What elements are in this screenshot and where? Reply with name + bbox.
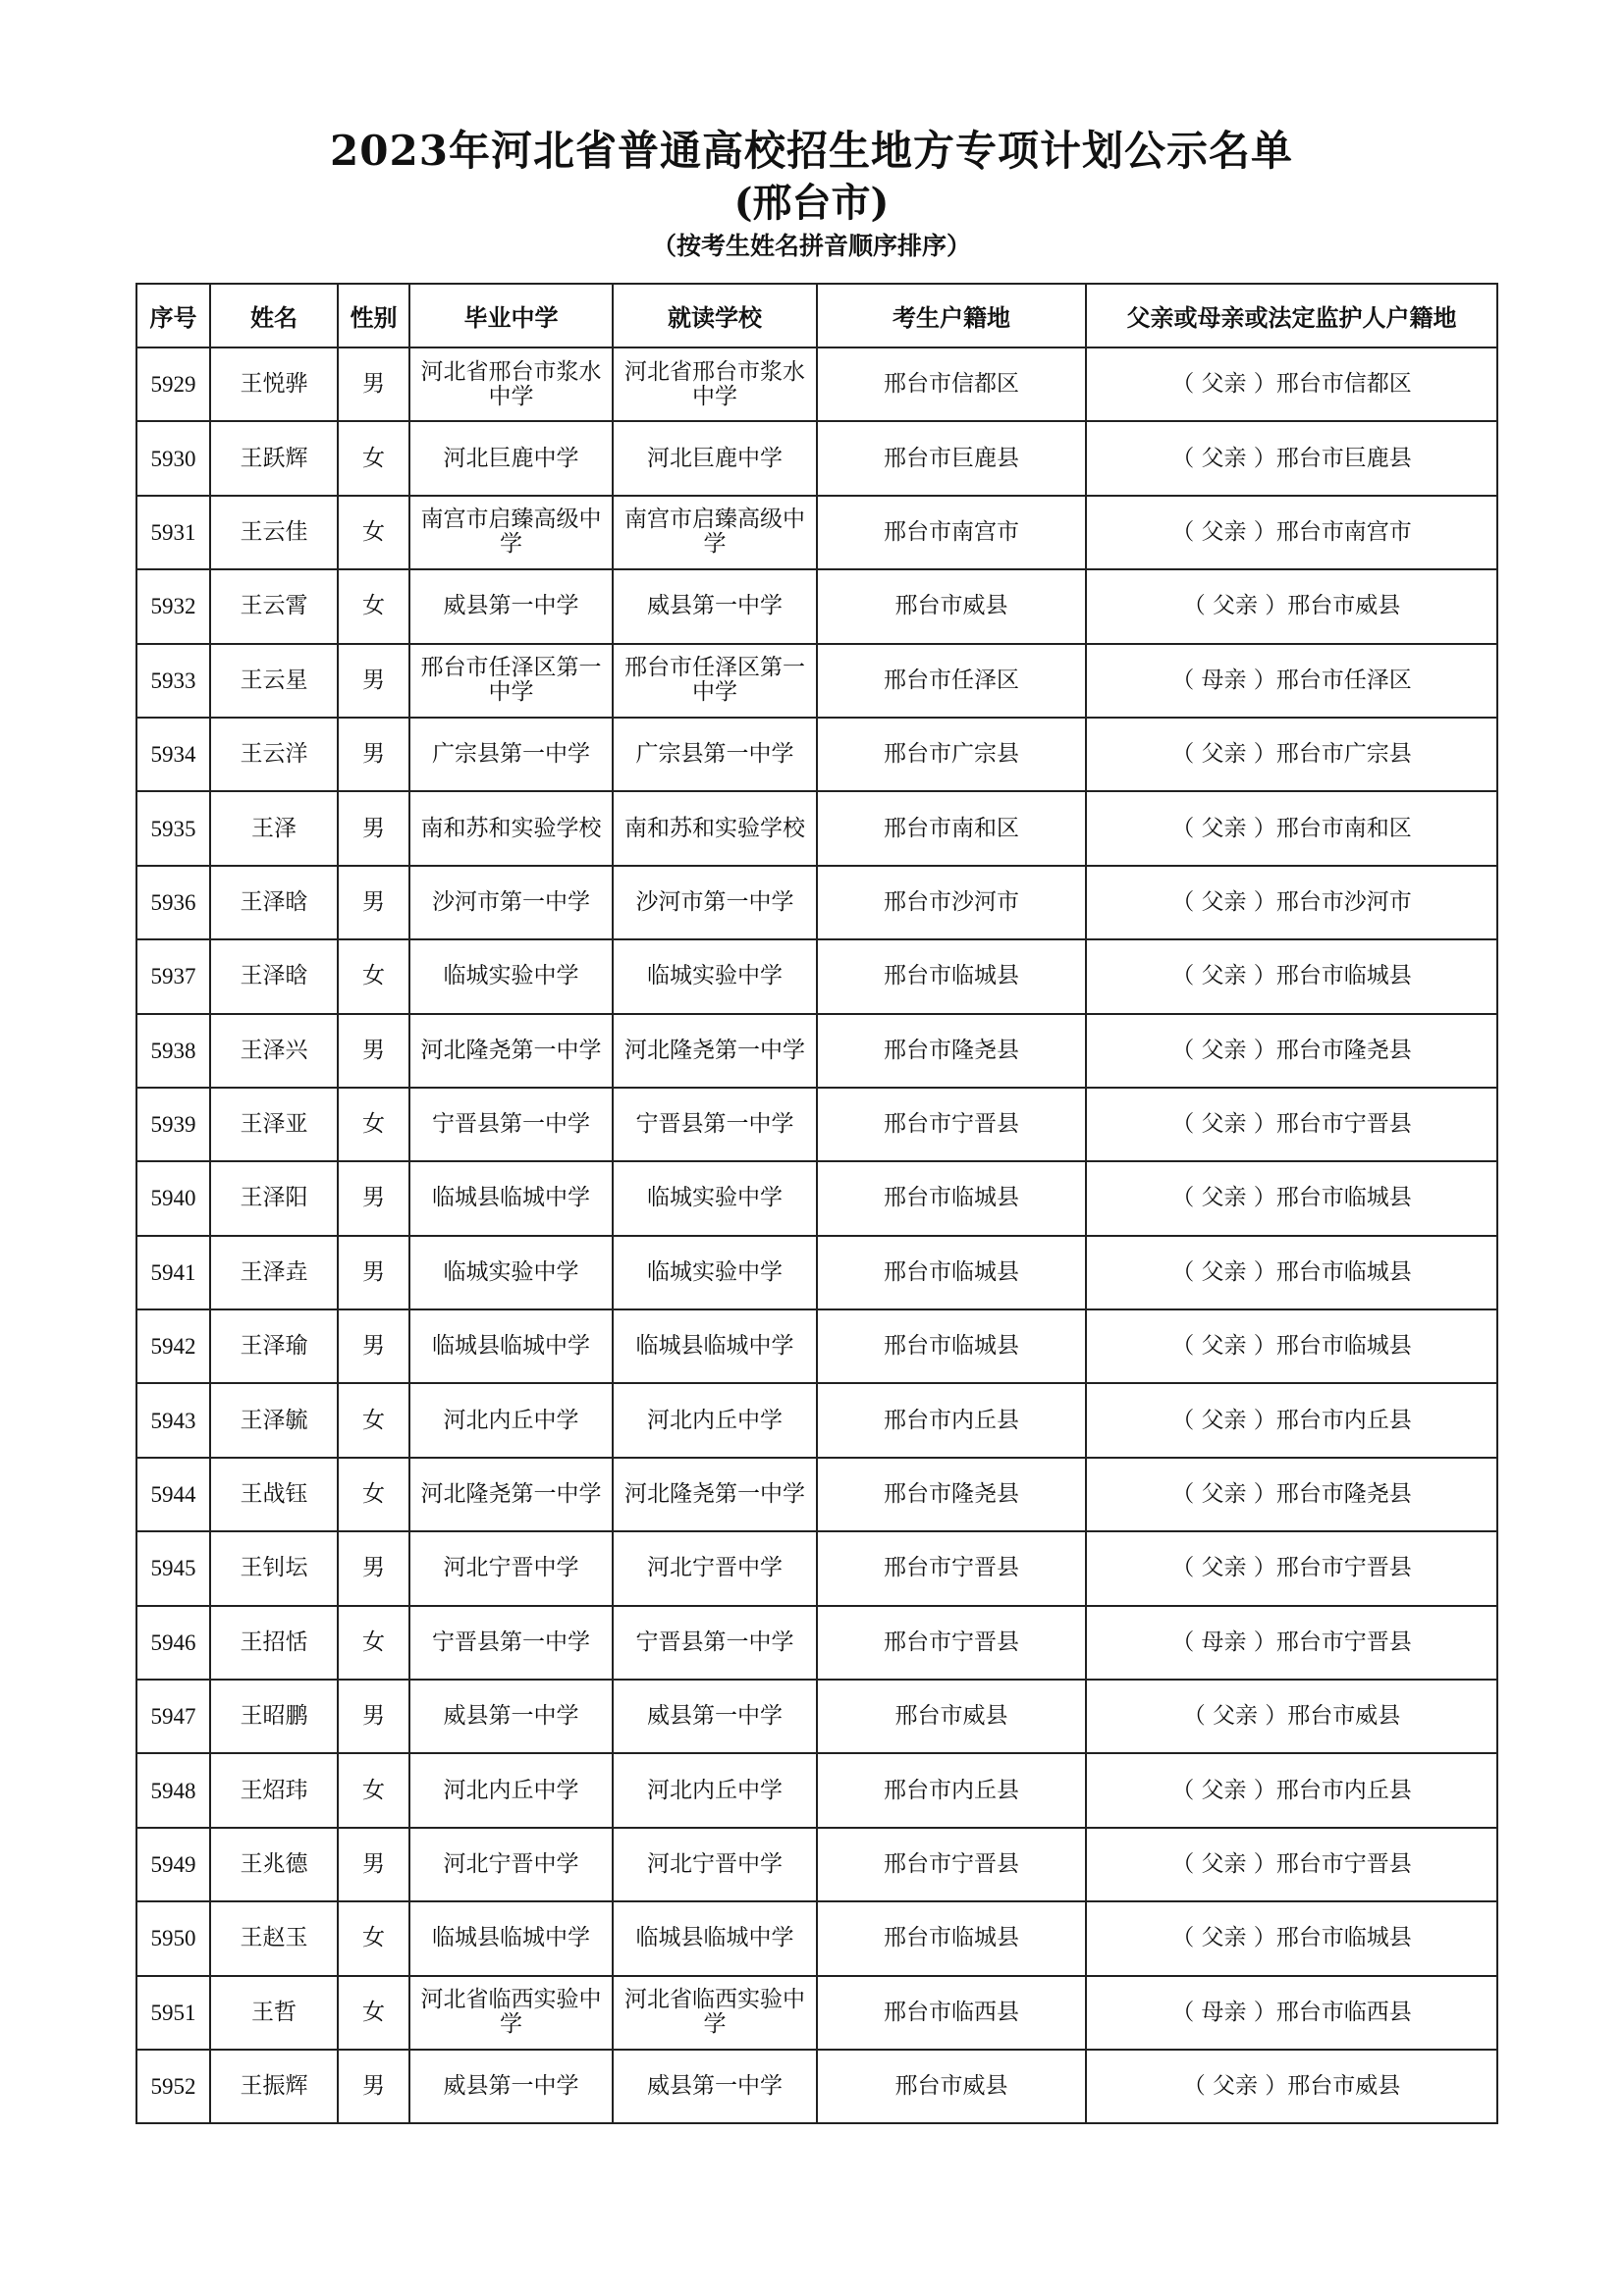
gender-cell: 男 [338, 1236, 409, 1309]
name-cell: 王泽兴 [210, 1014, 338, 1088]
student-hukou-cell: 邢台市南宫市 [817, 496, 1086, 569]
current-school-cell: 宁晋县第一中学 [613, 1606, 817, 1680]
parent-hukou-cell: （ 母亲 ）邢台市临西县 [1086, 1976, 1497, 2050]
column-header-gender: 性别 [338, 284, 409, 347]
seq-cell: 5931 [136, 496, 210, 569]
student-hukou-cell: 邢台市内丘县 [817, 1753, 1086, 1827]
gender-cell: 女 [338, 1753, 409, 1827]
gender-cell: 男 [338, 791, 409, 865]
gender-cell: 男 [338, 2050, 409, 2123]
seq-cell: 5950 [136, 1901, 210, 1975]
graduated-school-cell: 南和苏和实验学校 [409, 791, 613, 865]
current-school-cell: 威县第一中学 [613, 569, 817, 643]
graduated-school-cell: 临城县临城中学 [409, 1161, 613, 1235]
graduated-school-cell: 临城县临城中学 [409, 1901, 613, 1975]
parent-hukou-cell: （ 父亲 ）邢台市广宗县 [1086, 718, 1497, 791]
gender-cell: 女 [338, 496, 409, 569]
current-school-cell: 河北省邢台市浆水中学 [613, 347, 817, 421]
parent-hukou-cell: （ 父亲 ）邢台市隆尧县 [1086, 1458, 1497, 1531]
parent-hukou-cell: （ 父亲 ）邢台市威县 [1086, 2050, 1497, 2123]
student-hukou-cell: 邢台市南和区 [817, 791, 1086, 865]
gender-cell: 男 [338, 718, 409, 791]
graduated-school-cell: 河北省邢台市浆水中学 [409, 347, 613, 421]
seq-cell: 5944 [136, 1458, 210, 1531]
student-hukou-cell: 邢台市宁晋县 [817, 1828, 1086, 1901]
name-cell: 王振辉 [210, 2050, 338, 2123]
graduated-school-cell: 威县第一中学 [409, 1680, 613, 1753]
current-school-cell: 河北省临西实验中学 [613, 1976, 817, 2050]
student-hukou-cell: 邢台市宁晋县 [817, 1606, 1086, 1680]
gender-cell: 女 [338, 1458, 409, 1531]
table-row [136, 1828, 1497, 1901]
seq-cell: 5936 [136, 866, 210, 939]
gender-cell: 男 [338, 1680, 409, 1753]
gender-cell: 女 [338, 569, 409, 643]
table-row [136, 1383, 1497, 1457]
student-hukou-cell: 邢台市宁晋县 [817, 1531, 1086, 1605]
table-row [136, 1458, 1497, 1531]
table-row [136, 1976, 1497, 2050]
student-hukou-cell: 邢台市任泽区 [817, 644, 1086, 718]
table-row [136, 644, 1497, 718]
parent-hukou-cell: （ 父亲 ）邢台市威县 [1086, 569, 1497, 643]
graduated-school-cell: 威县第一中学 [409, 569, 613, 643]
table-row [136, 569, 1497, 643]
student-hukou-cell: 邢台市威县 [817, 1680, 1086, 1753]
name-cell: 王招恬 [210, 1606, 338, 1680]
gender-cell: 女 [338, 1901, 409, 1975]
student-hukou-cell: 邢台市沙河市 [817, 866, 1086, 939]
gender-cell: 女 [338, 1383, 409, 1457]
name-cell: 王泽垚 [210, 1236, 338, 1309]
parent-hukou-cell: （ 父亲 ）邢台市临城县 [1086, 1309, 1497, 1383]
header-row [136, 284, 1497, 347]
parent-hukou-cell: （ 父亲 ）邢台市南和区 [1086, 791, 1497, 865]
graduated-school-cell: 宁晋县第一中学 [409, 1088, 613, 1161]
graduated-school-cell: 河北内丘中学 [409, 1753, 613, 1827]
student-hukou-cell: 邢台市临城县 [817, 1309, 1086, 1383]
name-cell: 王泽瑜 [210, 1309, 338, 1383]
student-hukou-cell: 邢台市临城县 [817, 1161, 1086, 1235]
seq-cell: 5940 [136, 1161, 210, 1235]
student-hukou-cell: 邢台市临城县 [817, 1236, 1086, 1309]
current-school-cell: 临城实验中学 [613, 939, 817, 1013]
name-cell: 王泽毓 [210, 1383, 338, 1457]
current-school-cell: 邢台市任泽区第一中学 [613, 644, 817, 718]
gender-cell: 女 [338, 939, 409, 1013]
student-hukou-cell: 邢台市巨鹿县 [817, 421, 1086, 495]
graduated-school-cell: 威县第一中学 [409, 2050, 613, 2123]
graduated-school-cell: 南宫市启臻高级中学 [409, 496, 613, 569]
current-school-cell: 临城县临城中学 [613, 1309, 817, 1383]
sort-note: （按考生姓名拼音顺序排序） [651, 232, 971, 260]
student-hukou-cell: 邢台市临城县 [817, 939, 1086, 1013]
seq-cell: 5939 [136, 1088, 210, 1161]
gender-cell: 女 [338, 421, 409, 495]
parent-hukou-cell: （ 父亲 ）邢台市巨鹿县 [1086, 421, 1497, 495]
name-cell: 王云洋 [210, 718, 338, 791]
seq-cell: 5929 [136, 347, 210, 421]
name-cell: 王昭鹏 [210, 1680, 338, 1753]
graduated-school-cell: 河北内丘中学 [409, 1383, 613, 1457]
parent-hukou-cell: （ 父亲 ）邢台市威县 [1086, 1680, 1497, 1753]
column-header-student-hukou: 考生户籍地 [817, 284, 1086, 347]
parent-hukou-cell: （ 父亲 ）邢台市临城县 [1086, 1161, 1497, 1235]
parent-hukou-cell: （ 父亲 ）邢台市内丘县 [1086, 1383, 1497, 1457]
name-cell: 王钊坛 [210, 1531, 338, 1605]
table-row [136, 1236, 1497, 1309]
parent-hukou-cell: （ 父亲 ）邢台市内丘县 [1086, 1753, 1497, 1827]
table-row [136, 1309, 1497, 1383]
name-cell: 王云星 [210, 644, 338, 718]
table-row [136, 939, 1497, 1013]
name-cell: 王哲 [210, 1976, 338, 2050]
student-hukou-cell: 邢台市临城县 [817, 1901, 1086, 1975]
gender-cell: 男 [338, 866, 409, 939]
table-header [136, 284, 1497, 347]
name-cell: 王兆德 [210, 1828, 338, 1901]
table-row [136, 791, 1497, 865]
student-hukou-cell: 邢台市隆尧县 [817, 1458, 1086, 1531]
current-school-cell: 河北隆尧第一中学 [613, 1014, 817, 1088]
graduated-school-cell: 邢台市任泽区第一中学 [409, 644, 613, 718]
name-cell: 王云霄 [210, 569, 338, 643]
graduated-school-cell: 广宗县第一中学 [409, 718, 613, 791]
name-cell: 王泽亚 [210, 1088, 338, 1161]
seq-cell: 5942 [136, 1309, 210, 1383]
seq-cell: 5933 [136, 644, 210, 718]
graduated-school-cell: 河北隆尧第一中学 [409, 1014, 613, 1088]
student-hukou-cell: 邢台市隆尧县 [817, 1014, 1086, 1088]
table-row [136, 347, 1497, 421]
student-hukou-cell: 邢台市威县 [817, 569, 1086, 643]
graduated-school-cell: 临城实验中学 [409, 1236, 613, 1309]
current-school-cell: 河北宁晋中学 [613, 1531, 817, 1605]
roster-table [135, 283, 1498, 2124]
current-school-cell: 临城实验中学 [613, 1161, 817, 1235]
graduated-school-cell: 河北巨鹿中学 [409, 421, 613, 495]
column-header-name: 姓名 [210, 284, 338, 347]
name-cell: 王跃辉 [210, 421, 338, 495]
table-row [136, 1753, 1497, 1827]
seq-cell: 5932 [136, 569, 210, 643]
gender-cell: 女 [338, 1976, 409, 2050]
student-hukou-cell: 邢台市信都区 [817, 347, 1086, 421]
name-cell: 王泽阳 [210, 1161, 338, 1235]
current-school-cell: 临城县临城中学 [613, 1901, 817, 1975]
name-cell: 王泽晗 [210, 939, 338, 1013]
graduated-school-cell: 临城县临城中学 [409, 1309, 613, 1383]
seq-cell: 5951 [136, 1976, 210, 2050]
document-title: 2023年河北省普通高校招生地方专项计划公示名单 [330, 127, 1293, 175]
name-cell: 王云佳 [210, 496, 338, 569]
seq-cell: 5952 [136, 2050, 210, 2123]
gender-cell: 男 [338, 1309, 409, 1383]
name-cell: 王悦骅 [210, 347, 338, 421]
name-cell: 王赵玉 [210, 1901, 338, 1975]
seq-cell: 5941 [136, 1236, 210, 1309]
table-row [136, 1161, 1497, 1235]
graduated-school-cell: 临城实验中学 [409, 939, 613, 1013]
current-school-cell: 河北宁晋中学 [613, 1828, 817, 1901]
table-row [136, 1014, 1497, 1088]
seq-cell: 5934 [136, 718, 210, 791]
gender-cell: 男 [338, 347, 409, 421]
seq-cell: 5947 [136, 1680, 210, 1753]
gender-cell: 男 [338, 1828, 409, 1901]
gender-cell: 男 [338, 1161, 409, 1235]
parent-hukou-cell: （ 母亲 ）邢台市宁晋县 [1086, 1606, 1497, 1680]
table-row [136, 718, 1497, 791]
gender-cell: 男 [338, 1014, 409, 1088]
column-header-parent-hukou: 父亲或母亲或法定监护人户籍地 [1086, 284, 1497, 347]
current-school-cell: 南和苏和实验学校 [613, 791, 817, 865]
current-school-cell: 广宗县第一中学 [613, 718, 817, 791]
seq-cell: 5946 [136, 1606, 210, 1680]
seq-cell: 5943 [136, 1383, 210, 1457]
column-header-graduated-school: 毕业中学 [409, 284, 613, 347]
student-hukou-cell: 邢台市临西县 [817, 1976, 1086, 2050]
current-school-cell: 威县第一中学 [613, 1680, 817, 1753]
graduated-school-cell: 河北宁晋中学 [409, 1531, 613, 1605]
table-row [136, 421, 1497, 495]
current-school-cell: 河北巨鹿中学 [613, 421, 817, 495]
name-cell: 王战钰 [210, 1458, 338, 1531]
parent-hukou-cell: （ 父亲 ）邢台市临城县 [1086, 939, 1497, 1013]
seq-cell: 5937 [136, 939, 210, 1013]
current-school-cell: 河北隆尧第一中学 [613, 1458, 817, 1531]
table-body [136, 347, 1497, 2123]
table-row [136, 1901, 1497, 1975]
table-row [136, 496, 1497, 569]
current-school-cell: 南宫市启臻高级中学 [613, 496, 817, 569]
document-subtitle: (邢台市) [733, 180, 890, 226]
seq-cell: 5930 [136, 421, 210, 495]
parent-hukou-cell: （ 父亲 ）邢台市沙河市 [1086, 866, 1497, 939]
student-hukou-cell: 邢台市宁晋县 [817, 1088, 1086, 1161]
gender-cell: 女 [338, 1088, 409, 1161]
graduated-school-cell: 河北宁晋中学 [409, 1828, 613, 1901]
table-row [136, 1088, 1497, 1161]
parent-hukou-cell: （ 父亲 ）邢台市隆尧县 [1086, 1014, 1497, 1088]
current-school-cell: 宁晋县第一中学 [613, 1088, 817, 1161]
graduated-school-cell: 沙河市第一中学 [409, 866, 613, 939]
seq-cell: 5935 [136, 791, 210, 865]
table-row [136, 866, 1497, 939]
student-hukou-cell: 邢台市广宗县 [817, 718, 1086, 791]
parent-hukou-cell: （ 父亲 ）邢台市宁晋县 [1086, 1828, 1497, 1901]
table-row [136, 2050, 1497, 2123]
seq-cell: 5945 [136, 1531, 210, 1605]
seq-cell: 5949 [136, 1828, 210, 1901]
gender-cell: 男 [338, 644, 409, 718]
current-school-cell: 河北内丘中学 [613, 1753, 817, 1827]
gender-cell: 女 [338, 1606, 409, 1680]
parent-hukou-cell: （ 父亲 ）邢台市临城县 [1086, 1901, 1497, 1975]
name-cell: 王炤玮 [210, 1753, 338, 1827]
name-cell: 王泽晗 [210, 866, 338, 939]
current-school-cell: 河北内丘中学 [613, 1383, 817, 1457]
student-hukou-cell: 邢台市威县 [817, 2050, 1086, 2123]
parent-hukou-cell: （ 父亲 ）邢台市宁晋县 [1086, 1088, 1497, 1161]
parent-hukou-cell: （ 母亲 ）邢台市任泽区 [1086, 644, 1497, 718]
graduated-school-cell: 宁晋县第一中学 [409, 1606, 613, 1680]
seq-cell: 5938 [136, 1014, 210, 1088]
current-school-cell: 威县第一中学 [613, 2050, 817, 2123]
parent-hukou-cell: （ 父亲 ）邢台市南宫市 [1086, 496, 1497, 569]
parent-hukou-cell: （ 父亲 ）邢台市信都区 [1086, 347, 1497, 421]
seq-cell: 5948 [136, 1753, 210, 1827]
table-row [136, 1680, 1497, 1753]
current-school-cell: 临城实验中学 [613, 1236, 817, 1309]
gender-cell: 男 [338, 1531, 409, 1605]
column-header-current-school: 就读学校 [613, 284, 817, 347]
graduated-school-cell: 河北省临西实验中学 [409, 1976, 613, 2050]
parent-hukou-cell: （ 父亲 ）邢台市临城县 [1086, 1236, 1497, 1309]
student-hukou-cell: 邢台市内丘县 [817, 1383, 1086, 1457]
current-school-cell: 沙河市第一中学 [613, 866, 817, 939]
column-header-seq: 序号 [136, 284, 210, 347]
name-cell: 王泽 [210, 791, 338, 865]
graduated-school-cell: 河北隆尧第一中学 [409, 1458, 613, 1531]
parent-hukou-cell: （ 父亲 ）邢台市宁晋县 [1086, 1531, 1497, 1605]
table-row [136, 1531, 1497, 1605]
table-row [136, 1606, 1497, 1680]
